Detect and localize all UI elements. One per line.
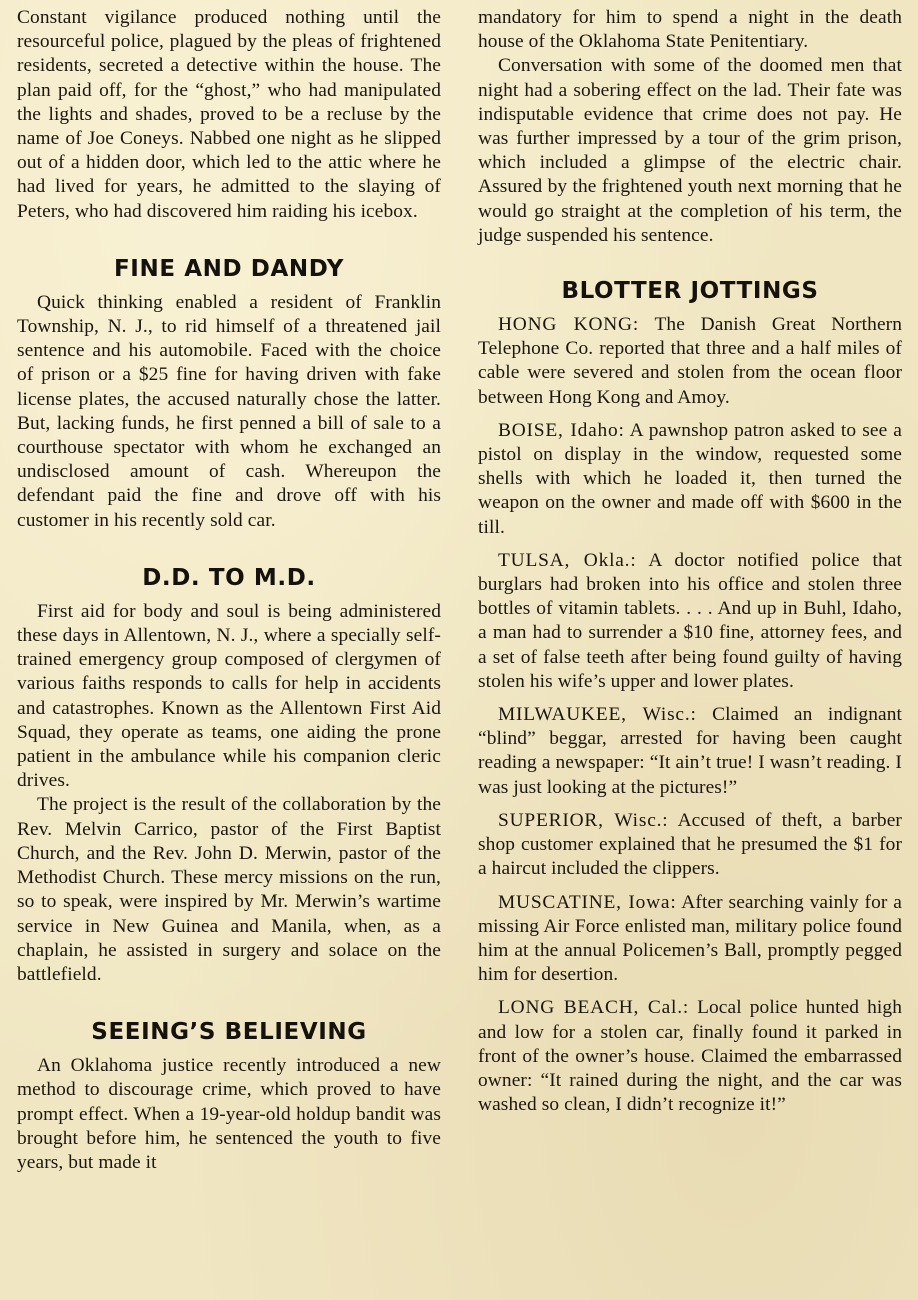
blotter-item-boise	[478, 419, 902, 540]
paragraph-dd-to-md-2: The project is the result of the collaboration by the Rev. Melvin Carrico, pastor of the First Baptist Church, and the Rev. John D. Merwin, pastor of the Methodist Church. These mercy missions on the run, so to speak, were inspired by Mr. Merwin’s wartime service in New Guinea and Manila, when, as a chaplain, he assisted in surgery and solace on the battlefield.	[17, 794, 441, 985]
blotter-text-tulsa: A doctor notified police that burglars had broken into his office and stolen three bottles of vitamin tablets. . . . And up in Buhl, Idaho, a man had to surrender a $10 fine, attorney fees, and a set of false teeth after being found guilty of having stolen his wife’s upper and lower plates.	[478, 549, 902, 692]
blotter-list	[478, 313, 902, 1117]
blotter-text-superior: Accused of theft, a barber shop customer explained that he presumed the $1 for a haircut included the clippers.	[478, 809, 902, 880]
dateline-hong-kong: HONG KONG:	[498, 314, 640, 336]
continued-paragraph-2: Conversation with some of the doomed men that night had a sobering effect on the lad. Their fate was indisputable evidence that crime does not pay. He was further impressed by a tour of the grim prison, which included a glimpse of the electric chair. Assured by the frightened youth next morning that he would go straight at the completion of his term, the judge suspended his sentence.	[478, 55, 902, 246]
heading-seeings-believing: SEEING’S BELIEVING	[91, 1019, 367, 1046]
heading-dd-to-md: D.D. TO M.D.	[142, 564, 316, 591]
paragraph-seeings-believing: An Oklahoma justice recently introduced a new method to discourage crime, which proved to have prompt effect. When a 19-year-old holdup bandit was brought before him, he sentenced the youth to five years, but made it	[17, 1055, 441, 1173]
continued-paragraph-1: mandatory for him to spend a night in the death house of the Oklahoma State Penitentiary.	[478, 7, 902, 53]
dateline-tulsa: TULSA, Okla.:	[498, 549, 637, 571]
blotter-item-milwaukee	[478, 703, 902, 800]
blotter-text-muscatine: After searching vainly for a missing Air Force enlisted man, military police found him at the annual Policemen’s Ball, promptly pegged him for desertion.	[478, 891, 902, 986]
dateline-milwaukee: MILWAUKEE, Wisc.:	[498, 704, 697, 726]
blotter-text-hong-kong: The Danish Great Northern Telephone Co. reported that three and a half miles of cable were severed and stolen from the ocean floor between Hong Kong and Amoy.	[478, 314, 902, 408]
blotter-item-muscatine	[478, 891, 902, 988]
blotter-text-long-beach: Local police hunted high and low for a stolen car, finally found it parked in front of the owner’s house. Claimed the embarrassed owner: “It rained during the night, and the car was washed so clean, I didn’t recognize it!”	[478, 997, 902, 1116]
heading-blotter-jottings: BLOTTER JOTTINGS	[561, 278, 819, 305]
paragraph-dd-to-md-1: First aid for body and soul is being administered these days in Allentown, N. J., where a specially self-trained emergency group composed of clergymen of various faiths responds to calls for help in accidents and catastrophes. Known as the Allentown First Aid Squad, they operate as teams, one aiding the prone patient in the ambulance while his companion cleric drives.	[17, 600, 441, 792]
paragraph-fine-and-dandy: Quick thinking enabled a resident of Franklin Township, N. J., to rid himself of a threatened jail sentence and his automobile. Faced with the choice of prison or a $25 fine for having driven with fake license plates, the accused naturally chose the latter. But, lacking funds, he first penned a bill of sale to a courthouse spectator with whom he exchanged an undisclosed amount of cash. Whereupon the defendant paid the fine and drove off with his customer in his recently sold car.	[17, 291, 441, 531]
blotter-item-hong-kong	[478, 313, 902, 410]
blotter-text-boise: A pawnshop patron asked to see a pistol on display in the window, requested some shells with which he loaded it, then turned the weapon on the owner and made off with $600 in the till.	[478, 419, 902, 538]
dateline-boise: BOISE, Idaho:	[498, 419, 625, 441]
dateline-superior: SUPERIOR, Wisc.:	[498, 809, 669, 831]
right-column	[478, 6, 902, 1117]
blotter-item-long-beach	[478, 996, 902, 1117]
blotter-text-milwaukee: Claimed an indignant “blind” beggar, arrested for having been caught reading a newspaper: “It ain’t true! I wasn’t reading. I was just looking at the pictures!”	[478, 704, 902, 798]
intro-paragraph: Constant vigilance produced nothing until the resourceful police, plagued by the pleas of frightened residents, secreted a detective within the house. The plan paid off, for the “ghost,” who had manipulated the lights and shades, proved to be a recluse by the name of Joe Coneys. Nabbed one night as he slipped out of a hidden door, which led to the attic where he had lived for years, he admitted to the slaying of Peters, who had discovered him raiding his icebox.	[17, 7, 441, 222]
heading-fine-and-dandy: FINE AND DANDY	[114, 255, 344, 282]
dateline-muscatine: MUSCATINE, Iowa:	[498, 891, 677, 913]
dateline-long-beach: LONG BEACH, Cal.:	[498, 997, 690, 1019]
blotter-item-tulsa	[478, 549, 902, 694]
blotter-item-superior	[478, 809, 902, 882]
left-column	[17, 6, 441, 1175]
